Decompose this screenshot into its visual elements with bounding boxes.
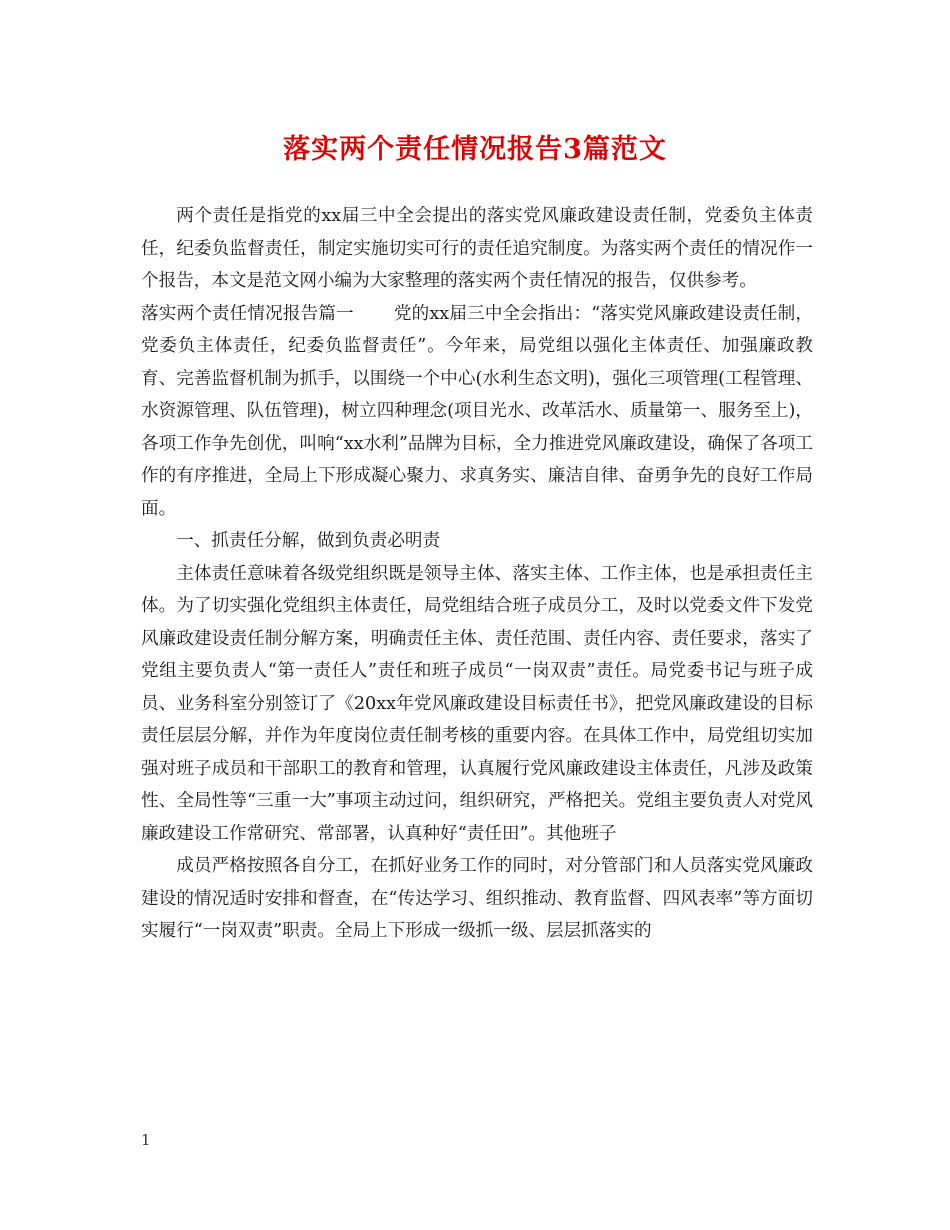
document-body (141, 200, 813, 948)
body-paragraph-1: 主体责任意味着各级党组织既是领导主体、落实主体、工作主体，也是承担责任主体。为了切实强化党组织主体责任，局党组结合班子成员分工，及时以党委文件下发党风廉政建设责任制分解方案，明确责任主体、责任范围、责任内容、责任要求，落实了党组主要负责人“第一责任人”责任和班子成员“一岗双责”责任。局党委书记与班子成员、业务科室分别签订了《20xx年党风廉政建设目标责任书》，把党风廉政建设的目标责任层层分解，并作为年度岗位责任制考核的重要内容。在具体工作中，局党组切实加强对班子成员和干部职工的教育和管理，认真履行党风廉政建设主体责任，凡涉及政策性、全局性等“三重一大”事项主动过问，组织研究，严格把关。党组主要负责人对党风廉政建设工作常研究、常部署，认真种好“责任田”。其他班子 (141, 563, 813, 844)
body-paragraph-2: 成员严格按照各自分工，在抓好业务工作的同时，对分管部门和人员落实党风廉政建设的情况适时安排和督查，在“传达学习、组织推动、教育监督、四风表率”等方面切实履行“一岗双责”职责。全局上下形成一级抓一级、层层抓落实的 (141, 856, 813, 941)
section-one-paragraph (141, 298, 813, 526)
document-title: 落实两个责任情况报告3篇范文 (283, 134, 667, 165)
section-one-label: 落实两个责任情况报告篇一 (141, 303, 354, 324)
page-number: 1 (141, 1131, 151, 1149)
intro-paragraph: 两个责任是指党的xx届三中全会提出的落实党风廉政建设责任制，党委负主体责任，纪委负监督责任，制定实施切实可行的责任追究制度。为落实两个责任的情况作一个报告，本文是范文网小编为大家整理的落实两个责任情况的报告，仅供参考。 (141, 206, 813, 291)
heading-responsibility-breakdown: 一、抓责任分解，做到负责必明责 (176, 531, 441, 551)
section-one-text: 党的xx届三中全会指出：“落实党风廉政建设责任制，党委负主体责任，纪委负监督责任”。今年来，局党组以强化主体责任、加强廉政教育、完善监督机制为抓手，以围绕一个中心(水利生态文明)，强化三项管理(工程管理、水资源管理、队伍管理)，树立四种理念(项目光水、改革活水、质量第一、服务至上)，各项工作争先创优，叫响“xx水利”品牌为目标，全力推进党风廉政建设，确保了各项工作的有序推进，全局上下形成凝心聚力、求真务实、廉洁自律、奋勇争先的良好工作局面。 (141, 303, 813, 519)
